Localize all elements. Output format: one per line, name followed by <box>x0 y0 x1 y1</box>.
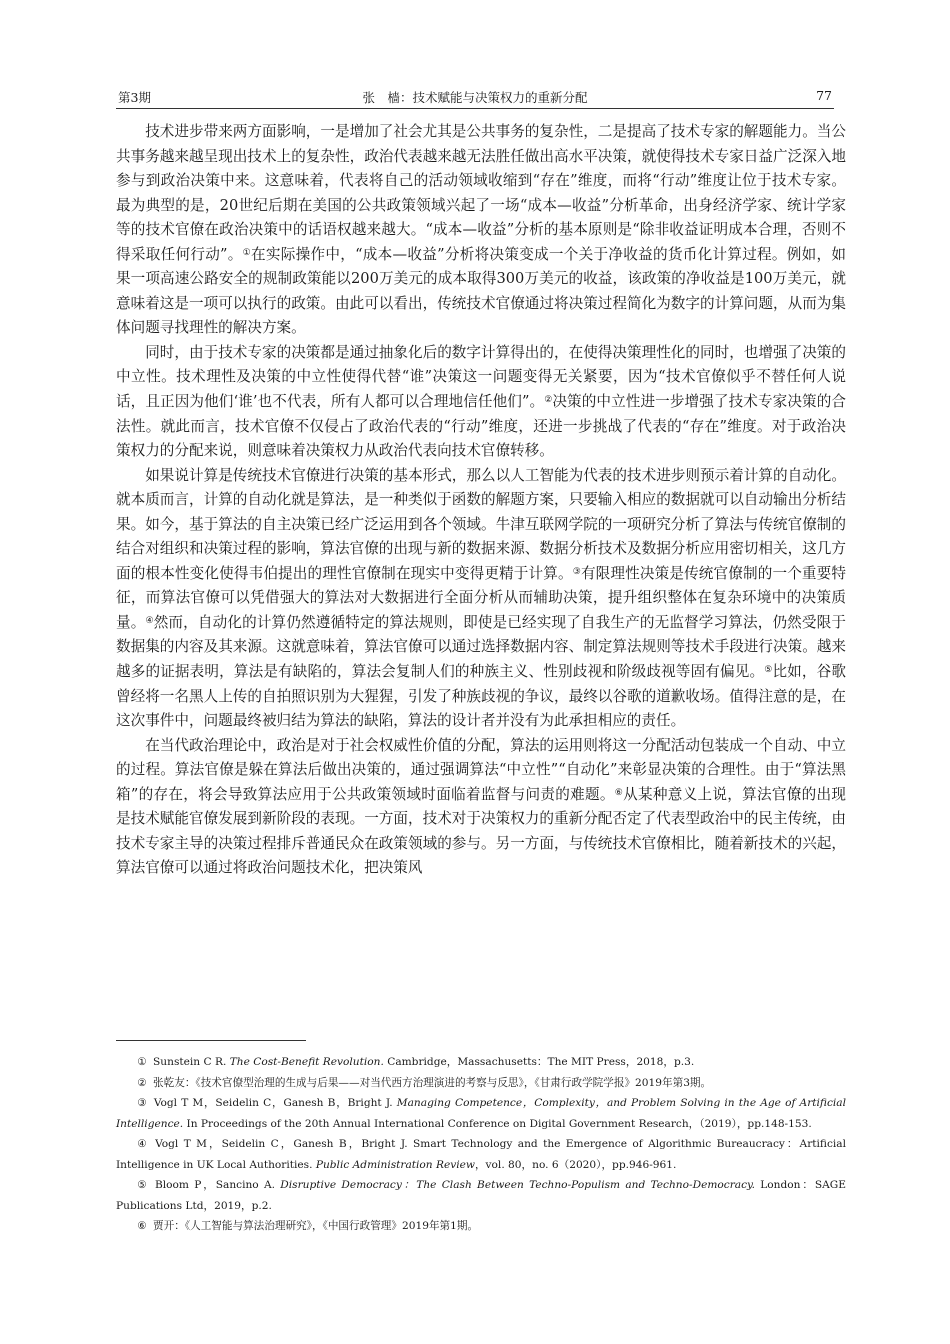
text-run: ，vol. 80，no. 6（2020），pp.946-961. <box>474 1158 677 1171</box>
italic-title: Public Administration Review <box>315 1158 475 1171</box>
text-run: 技术进步带来两方面影响，一是增加了社会尤其是公共事务的复杂性，二是提高了技术专家的解题能力。当公共事务越来越呈现出技术上的复杂性，政治代表越来越无法胜任做出高水平决策，就使得技术专家日益广泛深入地参与到政治决策中来。这意味着，代表将自己的活动领域收缩到“存在”维度，而将“行动”维度让位于技术专家。最为典型的是，20世纪后期在美国的公共政策领域兴起了一场“成本—收益”分析革命，出身经济学家、统计学家等的技术官僚在政治决策中的话语权越来越大。“成本—收益”分析的基本原则是“除非收益证明成本合理，否则不得采取任何行动”。 <box>116 123 846 263</box>
text-run: 张乾友：《技术官僚型治理的生成与后果——对当代西方治理演进的考察与反思》，《甘肃行政学院学报》2019年第3期。 <box>153 1076 712 1089</box>
body-paragraph <box>116 464 846 734</box>
page-number: 77 <box>816 88 832 103</box>
text-run: London：SAGE Publications Ltd，2019，p.2. <box>116 1179 846 1212</box>
footnote-divider <box>116 1040 306 1041</box>
footnote-entry <box>116 1052 846 1073</box>
text-run: 在当代政治理论中，政治是对于社会权威性价值的分配，算法的运用则将这一分配活动包装成一个自动、中立的过程。算法官僚是躲在算法后做出决策的，通过强调算法“中立性”“自动化”来彰显决策的合理性。由于“算法黑箱”的存在，将会导致算法应用于公共政策领域时面临着监督与问责的难题。 <box>116 736 846 803</box>
footnote-marker: ① <box>137 1056 147 1068</box>
italic-title: Disruptive Democracy：The Clash Between Techno-Populism and Techno-Democracy. <box>280 1179 755 1191</box>
text-run: Vogl T M，Seidelin C，Ganesh B，Bright J. <box>153 1097 397 1109</box>
text-run: 决策的中立性进一步增强了技术专家决策的合法性。就此而言，技术官僚不仅侵占了政治代表的“行动”维度，还进一步挑战了代表的“存在”维度。对于政治决策权力的分配来说，则意味着决策权力从政治代表向技术官僚转移。 <box>116 393 846 460</box>
text-run: In Proceedings of the 20th Annual International Conference on Digital Government Research，（2019），pp.148-153. <box>183 1117 812 1130</box>
text-run: Bloom P，Sancino A. <box>154 1179 281 1191</box>
footnote-reference[interactable]: ③ <box>572 566 581 577</box>
text-run: 同时，由于技术专家的决策都是通过抽象化后的数字计算得出的，在使得决策理性化的同时，也增强了决策的中立性。技术理性及决策的中立性使得代替“谁”决策这一问题变得无关紧要，因为“技术官僚似乎不替任何人说话，且正因为他们‘谁’也不代表，所有人都可以合理地信任他们”。 <box>116 343 846 411</box>
text-run: 有限理性决策是传统官僚制的一个重要特征，而算法官僚可以凭借强大的算法对大数据进行全面分析从而辅助决策，提升组织整体在复杂环境中的决策质量。 <box>116 564 846 631</box>
footnote-entry <box>116 1093 846 1134</box>
text-run: 在实际操作中，“成本—收益”分析将决策变成一个关于净收益的货币化计算过程。例如，如果一项高速公路安全的规制政策能以200万美元的成本取得300万美元的收益，该政策的净收益是100万美元，就意味着这是一项可以执行的政策。由此可以看出，传统技术官僚通过将决策过程简化为数字的计算问题，从而为集体问题寻找理性的解决方案。 <box>116 245 846 337</box>
text-run: 比如，谷歌曾经将一名黑人上传的自拍照识别为大猩猩，引发了种族歧视的争议，最终以谷歌的道歉收场。值得注意的是，在这次事件中，问题最终被归结为算法的缺陷，算法的设计者并没有为此承担相应的责任。 <box>116 663 846 730</box>
running-title: 张 樯：技术赋能与决策权力的重新分配 <box>362 90 588 105</box>
footnote-entry <box>116 1216 846 1237</box>
body-paragraph <box>116 341 846 464</box>
body-text <box>116 120 846 881</box>
footnotes <box>116 1052 846 1237</box>
footnote-reference[interactable]: ⑤ <box>764 665 773 676</box>
body-paragraph <box>116 120 846 341</box>
italic-title: Managing Competence，Complexity，and Problem Solving in the Age of Artificial Intelligence. <box>116 1097 846 1130</box>
text-run: 贾开：《人工智能与算法治理研究》，《中国行政管理》2019年第1期。 <box>153 1220 479 1232</box>
text-run: 然而，自动化的计算仍然遵循特定的算法规则，即使是已经实现了自我生产的无监督学习算法，仍然受限于数据集的内容及其来源。这就意味着，算法官僚可以通过选择数据内容、制定算法规则等技术手段进行决策。越来越多的证据表明，算法是有缺陷的，算法会复制人们的种族主义、性别歧视和阶级歧视等固有偏见。 <box>116 613 846 681</box>
running-header <box>116 86 834 109</box>
text-run: Vogl T M，Seidelin C，Ganesh B，Bright J. Smart Technology and the Emergence of Algorithmic Bureaucracy：Artificial Intelligence in UK Local Authorities. <box>116 1138 846 1171</box>
italic-title: The Cost-Benefit Revolution. <box>229 1056 384 1068</box>
footnote-reference[interactable]: ④ <box>145 615 154 626</box>
issue-number: 第3期 <box>118 90 151 105</box>
footnote-entry <box>116 1175 846 1216</box>
text-run: 如果说计算是传统技术官僚进行决策的基本形式，那么以人工智能为代表的技术进步则预示着计算的自动化。就本质而言，计算的自动化就是算法，是一种类似于函数的解题方案，只要输入相应的数据就可以自动输出分析结果。如今，基于算法的自主决策已经广泛运用到各个领域。牛津互联网学院的一项研究分析了算法与传统官僚制的结合对组织和决策过程的影响，算法官僚的出现与新的数据来源、数据分析技术及数据分析应用密切相关，这几方面的根本性变化使得韦伯提出的理性官僚制在现实中变得更精于计算。 <box>116 466 846 582</box>
footnote-marker: ② <box>137 1076 147 1089</box>
footnote-entry <box>116 1073 846 1094</box>
body-paragraph <box>116 734 846 881</box>
footnote-marker: ⑤ <box>137 1179 149 1191</box>
footnote-entry <box>116 1134 846 1175</box>
text-run: Sunstein C R. <box>153 1056 230 1068</box>
footnote-marker: ④ <box>137 1138 149 1150</box>
footnote-marker: ③ <box>137 1097 148 1109</box>
footnote-marker: ⑥ <box>137 1220 147 1232</box>
footnote-reference[interactable]: ⑥ <box>614 787 624 798</box>
footnote-reference[interactable]: ① <box>242 247 252 258</box>
text-run: 从某种意义上说，算法官僚的出现是技术赋能官僚发展到新阶段的表现。一方面，技术对于决策权力的重新分配否定了代表型政治中的民主传统，由技术专家主导的决策过程排斥普通民众在政策领域的参与。另一方面，与传统技术官僚相比，随着新技术的兴起，算法官僚可以通过将政治问题技术化，把决策风 <box>116 785 846 877</box>
text-run: Cambridge，Massachusetts：The MIT Press，2018，p.3. <box>383 1056 695 1068</box>
footnote-reference[interactable]: ② <box>544 395 553 406</box>
